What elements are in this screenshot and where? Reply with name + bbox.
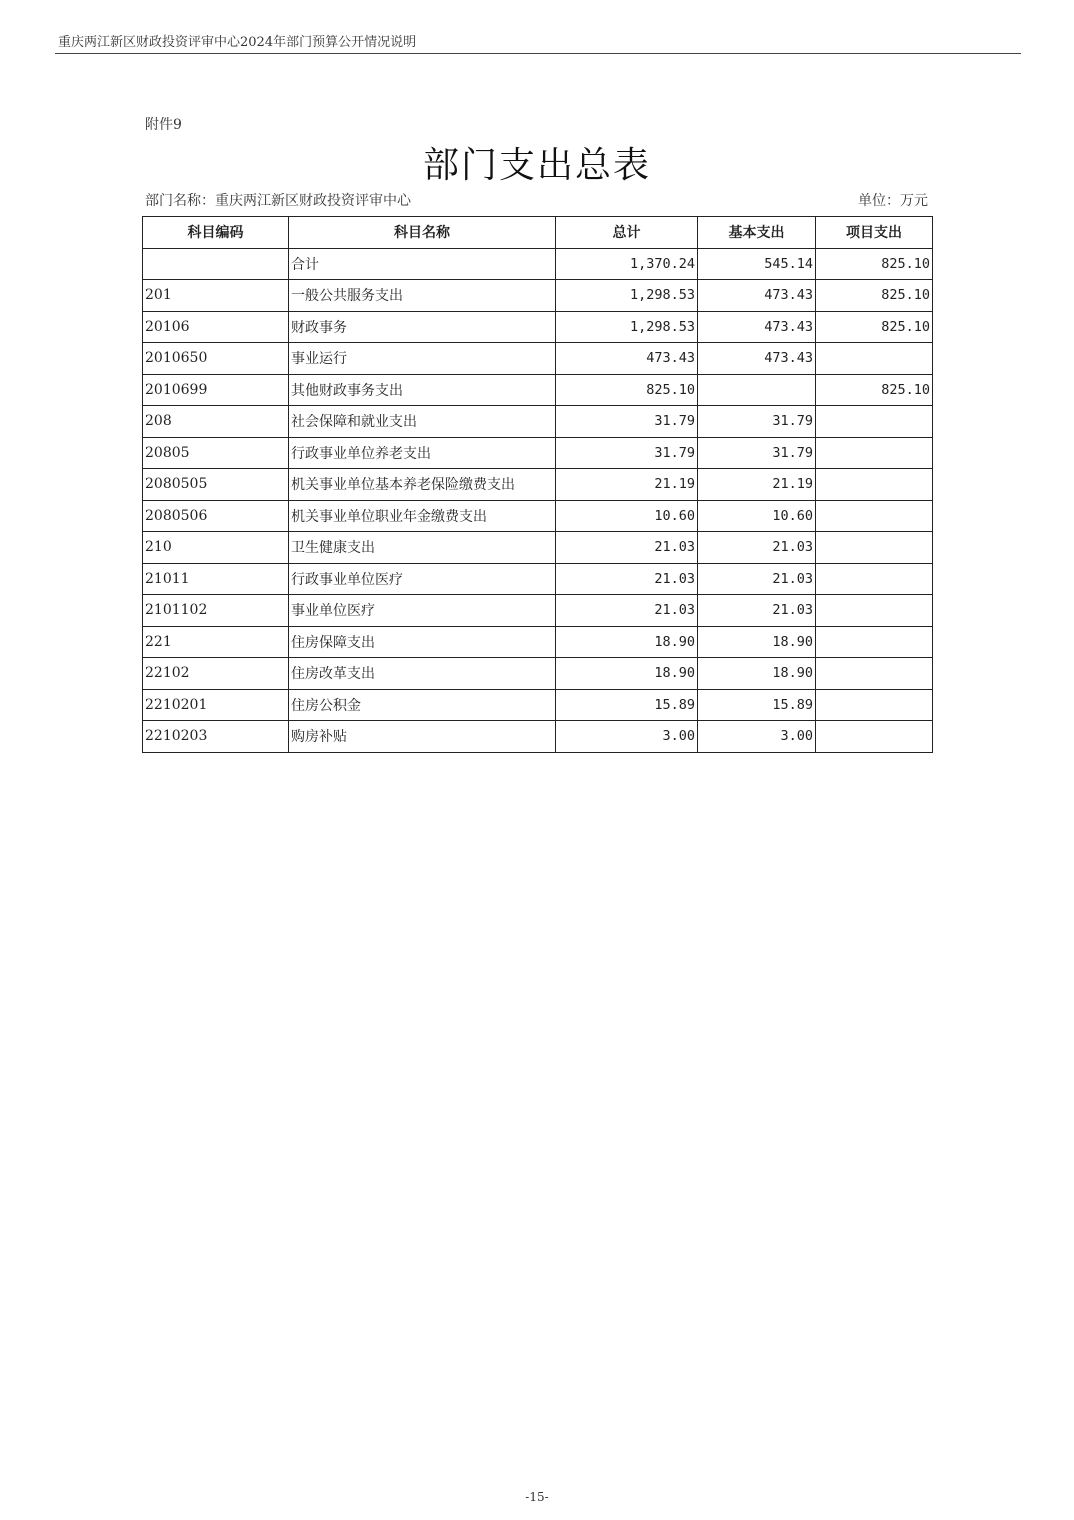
cell-code: 20106 [143,311,289,343]
cell-basic: 545.14 [698,248,816,280]
table-row [143,500,933,532]
cell-code: 208 [143,406,289,438]
table-row [143,658,933,690]
cell-basic: 10.60 [698,500,816,532]
cell-total: 18.90 [556,658,698,690]
cell-basic: 31.79 [698,437,816,469]
column-header-basic: 基本支出 [698,217,816,249]
table-row [143,689,933,721]
cell-total: 3.00 [556,721,698,753]
table-row [143,406,933,438]
cell-project [816,658,933,690]
cell-total: 21.19 [556,469,698,501]
cell-basic: 473.43 [698,343,816,375]
cell-name: 住房改革支出 [289,658,556,690]
cell-project [816,500,933,532]
cell-name: 行政事业单位医疗 [289,563,556,595]
attachment-label: 附件9 [145,117,182,133]
cell-name: 财政事务 [289,311,556,343]
cell-name: 事业单位医疗 [289,595,556,627]
cell-code: 201 [143,280,289,312]
cell-basic: 21.19 [698,469,816,501]
cell-project: 825.10 [816,374,933,406]
table-row [143,374,933,406]
cell-code: 21011 [143,563,289,595]
cell-code [143,248,289,280]
cell-code: 221 [143,626,289,658]
cell-basic: 21.03 [698,595,816,627]
cell-project [816,437,933,469]
cell-code: 2210201 [143,689,289,721]
cell-project [816,469,933,501]
cell-total: 31.79 [556,406,698,438]
cell-name: 合计 [289,248,556,280]
cell-basic: 15.89 [698,689,816,721]
cell-name: 卫生健康支出 [289,532,556,564]
cell-project [816,563,933,595]
cell-code: 2010699 [143,374,289,406]
header-divider [55,53,1021,54]
cell-code: 2080506 [143,500,289,532]
column-header-total: 总计 [556,217,698,249]
cell-total: 10.60 [556,500,698,532]
cell-name: 住房公积金 [289,689,556,721]
cell-total: 825.10 [556,374,698,406]
cell-project: 825.10 [816,311,933,343]
cell-basic: 18.90 [698,626,816,658]
table-row [143,343,933,375]
cell-total: 1,370.24 [556,248,698,280]
expense-table [142,216,933,753]
cell-code: 20805 [143,437,289,469]
table-row [143,721,933,753]
cell-project [816,595,933,627]
cell-name: 机关事业单位基本养老保险缴费支出 [289,469,556,501]
cell-project [816,721,933,753]
cell-basic [698,374,816,406]
column-header-name: 科目名称 [289,217,556,249]
cell-total: 473.43 [556,343,698,375]
column-header-project: 项目支出 [816,217,933,249]
running-header: 重庆两江新区财政投资评审中心2024年部门预算公开情况说明 [58,35,417,50]
cell-code: 2010650 [143,343,289,375]
page-title: 部门支出总表 [422,145,651,186]
column-header-code: 科目编码 [143,217,289,249]
cell-name: 机关事业单位职业年金缴费支出 [289,500,556,532]
cell-total: 21.03 [556,532,698,564]
cell-name: 住房保障支出 [289,626,556,658]
cell-code: 210 [143,532,289,564]
table-body [143,248,933,752]
cell-basic: 31.79 [698,406,816,438]
cell-name: 一般公共服务支出 [289,280,556,312]
table-row [143,437,933,469]
table-row [143,595,933,627]
cell-code: 2080505 [143,469,289,501]
cell-name: 事业运行 [289,343,556,375]
cell-name: 行政事业单位养老支出 [289,437,556,469]
table-row [143,626,933,658]
cell-project [816,406,933,438]
table-row [143,563,933,595]
cell-total: 31.79 [556,437,698,469]
cell-code: 22102 [143,658,289,690]
cell-total: 21.03 [556,563,698,595]
cell-code: 2210203 [143,721,289,753]
table-row [143,248,933,280]
cell-total: 18.90 [556,626,698,658]
cell-basic: 21.03 [698,532,816,564]
cell-project: 825.10 [816,248,933,280]
table-row [143,532,933,564]
unit-label: 单位：万元 [858,193,928,209]
cell-basic: 473.43 [698,280,816,312]
table-row [143,280,933,312]
cell-basic: 473.43 [698,311,816,343]
cell-project [816,626,933,658]
cell-name: 社会保障和就业支出 [289,406,556,438]
cell-project: 825.10 [816,280,933,312]
table-row [143,469,933,501]
cell-name: 购房补贴 [289,721,556,753]
page-number: -15- [525,1490,549,1504]
cell-total: 1,298.53 [556,311,698,343]
cell-total: 15.89 [556,689,698,721]
cell-project [816,689,933,721]
cell-project [816,532,933,564]
cell-code: 2101102 [143,595,289,627]
cell-project [816,343,933,375]
cell-total: 1,298.53 [556,280,698,312]
department-name: 部门名称：重庆两江新区财政投资评审中心 [145,193,411,209]
cell-basic: 18.90 [698,658,816,690]
table-header-row [143,217,933,249]
cell-basic: 21.03 [698,563,816,595]
cell-basic: 3.00 [698,721,816,753]
cell-name: 其他财政事务支出 [289,374,556,406]
table-row [143,311,933,343]
cell-total: 21.03 [556,595,698,627]
